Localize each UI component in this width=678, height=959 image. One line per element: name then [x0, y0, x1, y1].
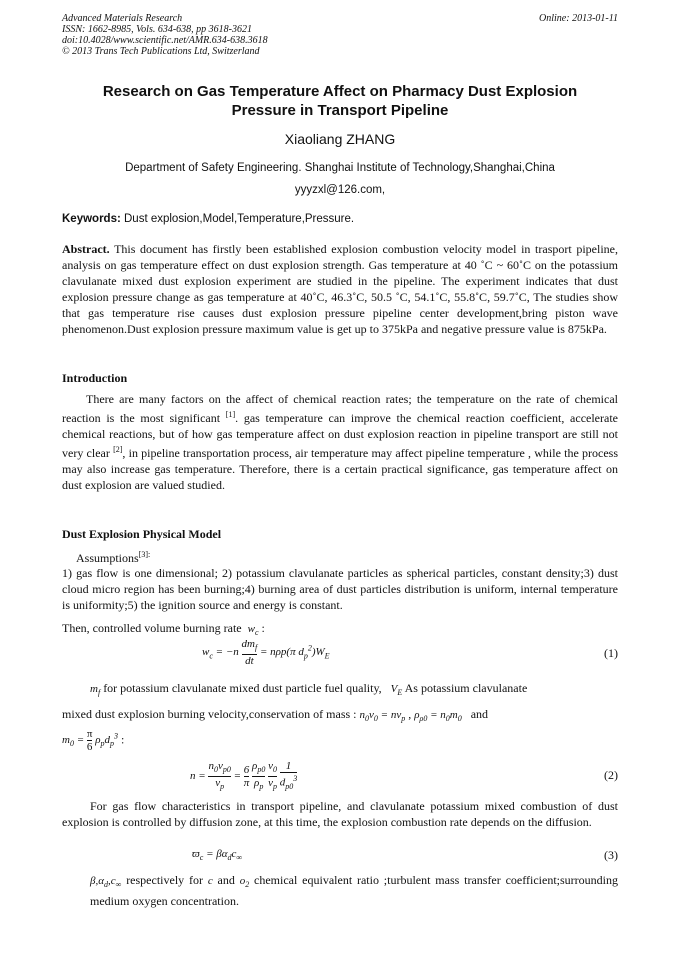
paper-title [62, 82, 618, 120]
assumptions-ref: [3]: [138, 550, 151, 559]
introduction-heading: Introduction [62, 371, 128, 385]
intro-ref-2: [2] [113, 445, 123, 454]
assumptions-label [76, 547, 618, 566]
keywords-text: Dust explosion,Model,Temperature,Pressure. [120, 213, 355, 225]
mass-line: mixed dust explosion burning velocity,conservation of mass : $n_0v_0 = nv_p$ , $\rho_{\rho 0} = n_0m_0$ and [62, 707, 489, 724]
title-line-2: Pressure in Transport Pipeline [231, 102, 449, 119]
mf-text: for potassium clavulanate mixed dust particle fuel quality, [100, 681, 382, 695]
journal-header [62, 13, 618, 57]
intro-ref-1: [1] [225, 410, 236, 419]
resp-text-1: respectively for [121, 873, 208, 887]
equation-1-body: $w_c = -n$ $\frac{dm_f}{dt}$ = nρp(π $d_p^2)W_E$ [202, 638, 330, 668]
ve-text: As potassium clavulanate [402, 681, 528, 695]
intro-text-2: . gas temperature can improve the chemical reaction coefficient, accelerate chemical reactions, but of how gas temperature affect on dust explosion reaction in pipeline transport are still not very clear [62, 411, 618, 460]
equation-1 [62, 636, 618, 666]
resp-text-2: chemical equivalent ratio ;turbulent mass transfer coefficient;surrounding medium oxygen concentration. [90, 873, 619, 909]
equation-1-number: (1) [604, 646, 618, 660]
and-text: and [470, 707, 489, 721]
mf-line: $m_f$ for potassium clavulanate mixed dust particle fuel quality, $V_E$ As potassium clavulanate [90, 681, 528, 698]
copyright: © 2013 Trans Tech Publications Ltd, Switzerland [62, 46, 260, 57]
online-date: Online: 2013-01-11 [539, 13, 618, 24]
mass-text: mixed dust explosion burning velocity,conservation of mass : [62, 707, 357, 721]
then-text: Then, controlled volume burning rate [62, 621, 242, 635]
intro-text-1: There are many factors on the affect of chemical reaction rates; the temperature on the rate of chemical reaction is the most significant [62, 392, 618, 425]
abstract-text: This document has firstly been established explosion combustion velocity model in trasport pipeline, analysis on gas temperature effect on dust explosion strength. Gas temperature at 40 ˚C ~ 60˚C on the potassium clavulanate mixed dust explosion experiment are studied in the pipeline. The experiment indicates that dust explosion pressure change as gas temperature at 40˚C, 46.3˚C, 50.5 ˚C, 54.1˚C, 55.8˚C, 59.7˚C, The studies show that gas temperature rise causes dust explosion pressure pipeline center development,bring piston wave phenomenon.Dust explosion pressure maximum value is get up to 375kPa and negative pressure value is 875kPa. [62, 242, 618, 336]
respectively-line: $\beta,\alpha_d,c_\infty$ respectively for c and $o_2$ chemical equivalent ratio ;turbulent mass transfer coefficient;surrounding medium oxygen concentration. [90, 873, 619, 909]
then-line: Then, controlled volume burning rate $w_c$ : [62, 621, 265, 638]
intro-text-3: , in pipeline transportation process, air temperature may affect pipeline temperature , while the process may also increase gas temperature. Therefore, there is a certain practical significance, gas temperature affect on dust explosion are valued studied. [62, 446, 618, 492]
issn: ISSN: 1662-8985, Vols. 634-638, pp 3618-3621 [62, 24, 252, 35]
equation-3-number: (3) [604, 848, 618, 862]
abstract [62, 241, 618, 337]
keywords [62, 213, 618, 225]
equation-2-number: (2) [604, 768, 618, 782]
doi: doi:10.4028/www.scientific.net/AMR.634-638.3618 [62, 35, 268, 46]
equation-2-body: n = $\frac{n_0v_{p0}}{v_p}$ = $\frac{6}{\pi}$ $\frac{\rho_{p0}}{\rho_p}$ $\frac{v_0}{v_p}$ $\frac{1}{d_{p0}^3}$ [190, 760, 298, 792]
keywords-label: Keywords: [62, 213, 121, 225]
equation-3-body: $ϖ_c = \beta\alpha_dc_\infty$ [192, 848, 243, 863]
affiliation-block [62, 157, 618, 201]
affiliation: Department of Safety Engineering. Shanghai Institute of Technology,Shanghai,China [125, 162, 555, 174]
introduction-paragraph [62, 391, 618, 493]
m0-line: $m_0$ = $\frac{\pi}{6}$ $\rho_pd_p^3$ : [62, 728, 125, 753]
resp-and: and [212, 873, 240, 887]
email: yyyzxl@126.com, [294, 184, 386, 196]
abstract-label: Abstract. [62, 242, 110, 256]
journal-name: Advanced Materials Research [62, 13, 183, 24]
diffusion-paragraph: For gas flow characteristics in transport pipeline, and clavulanate potassium mixed combustion of dust explosion is controlled by diffusion zone, at this time, the explosion combustion rate depends on the diffusion. [62, 799, 618, 829]
assumption-list: 1) gas flow is one dimensional; 2) potassium clavulanate particles as spherical particles, constant density;3) dust cloud micro region has been burning;4) burning area of dust particles distribution is uniform, internal temperature is uniformity;5) the ignition source and energy is constant. [62, 566, 618, 612]
author: Xiaoliang ZHANG [284, 131, 396, 147]
assumptions-text: Assumptions [76, 551, 139, 565]
title-line-1: Research on Gas Temperature Affect on Pharmacy Dust Explosion [102, 83, 578, 100]
model-heading: Dust Explosion Physical Model [62, 527, 222, 541]
equation-2 [62, 760, 618, 790]
